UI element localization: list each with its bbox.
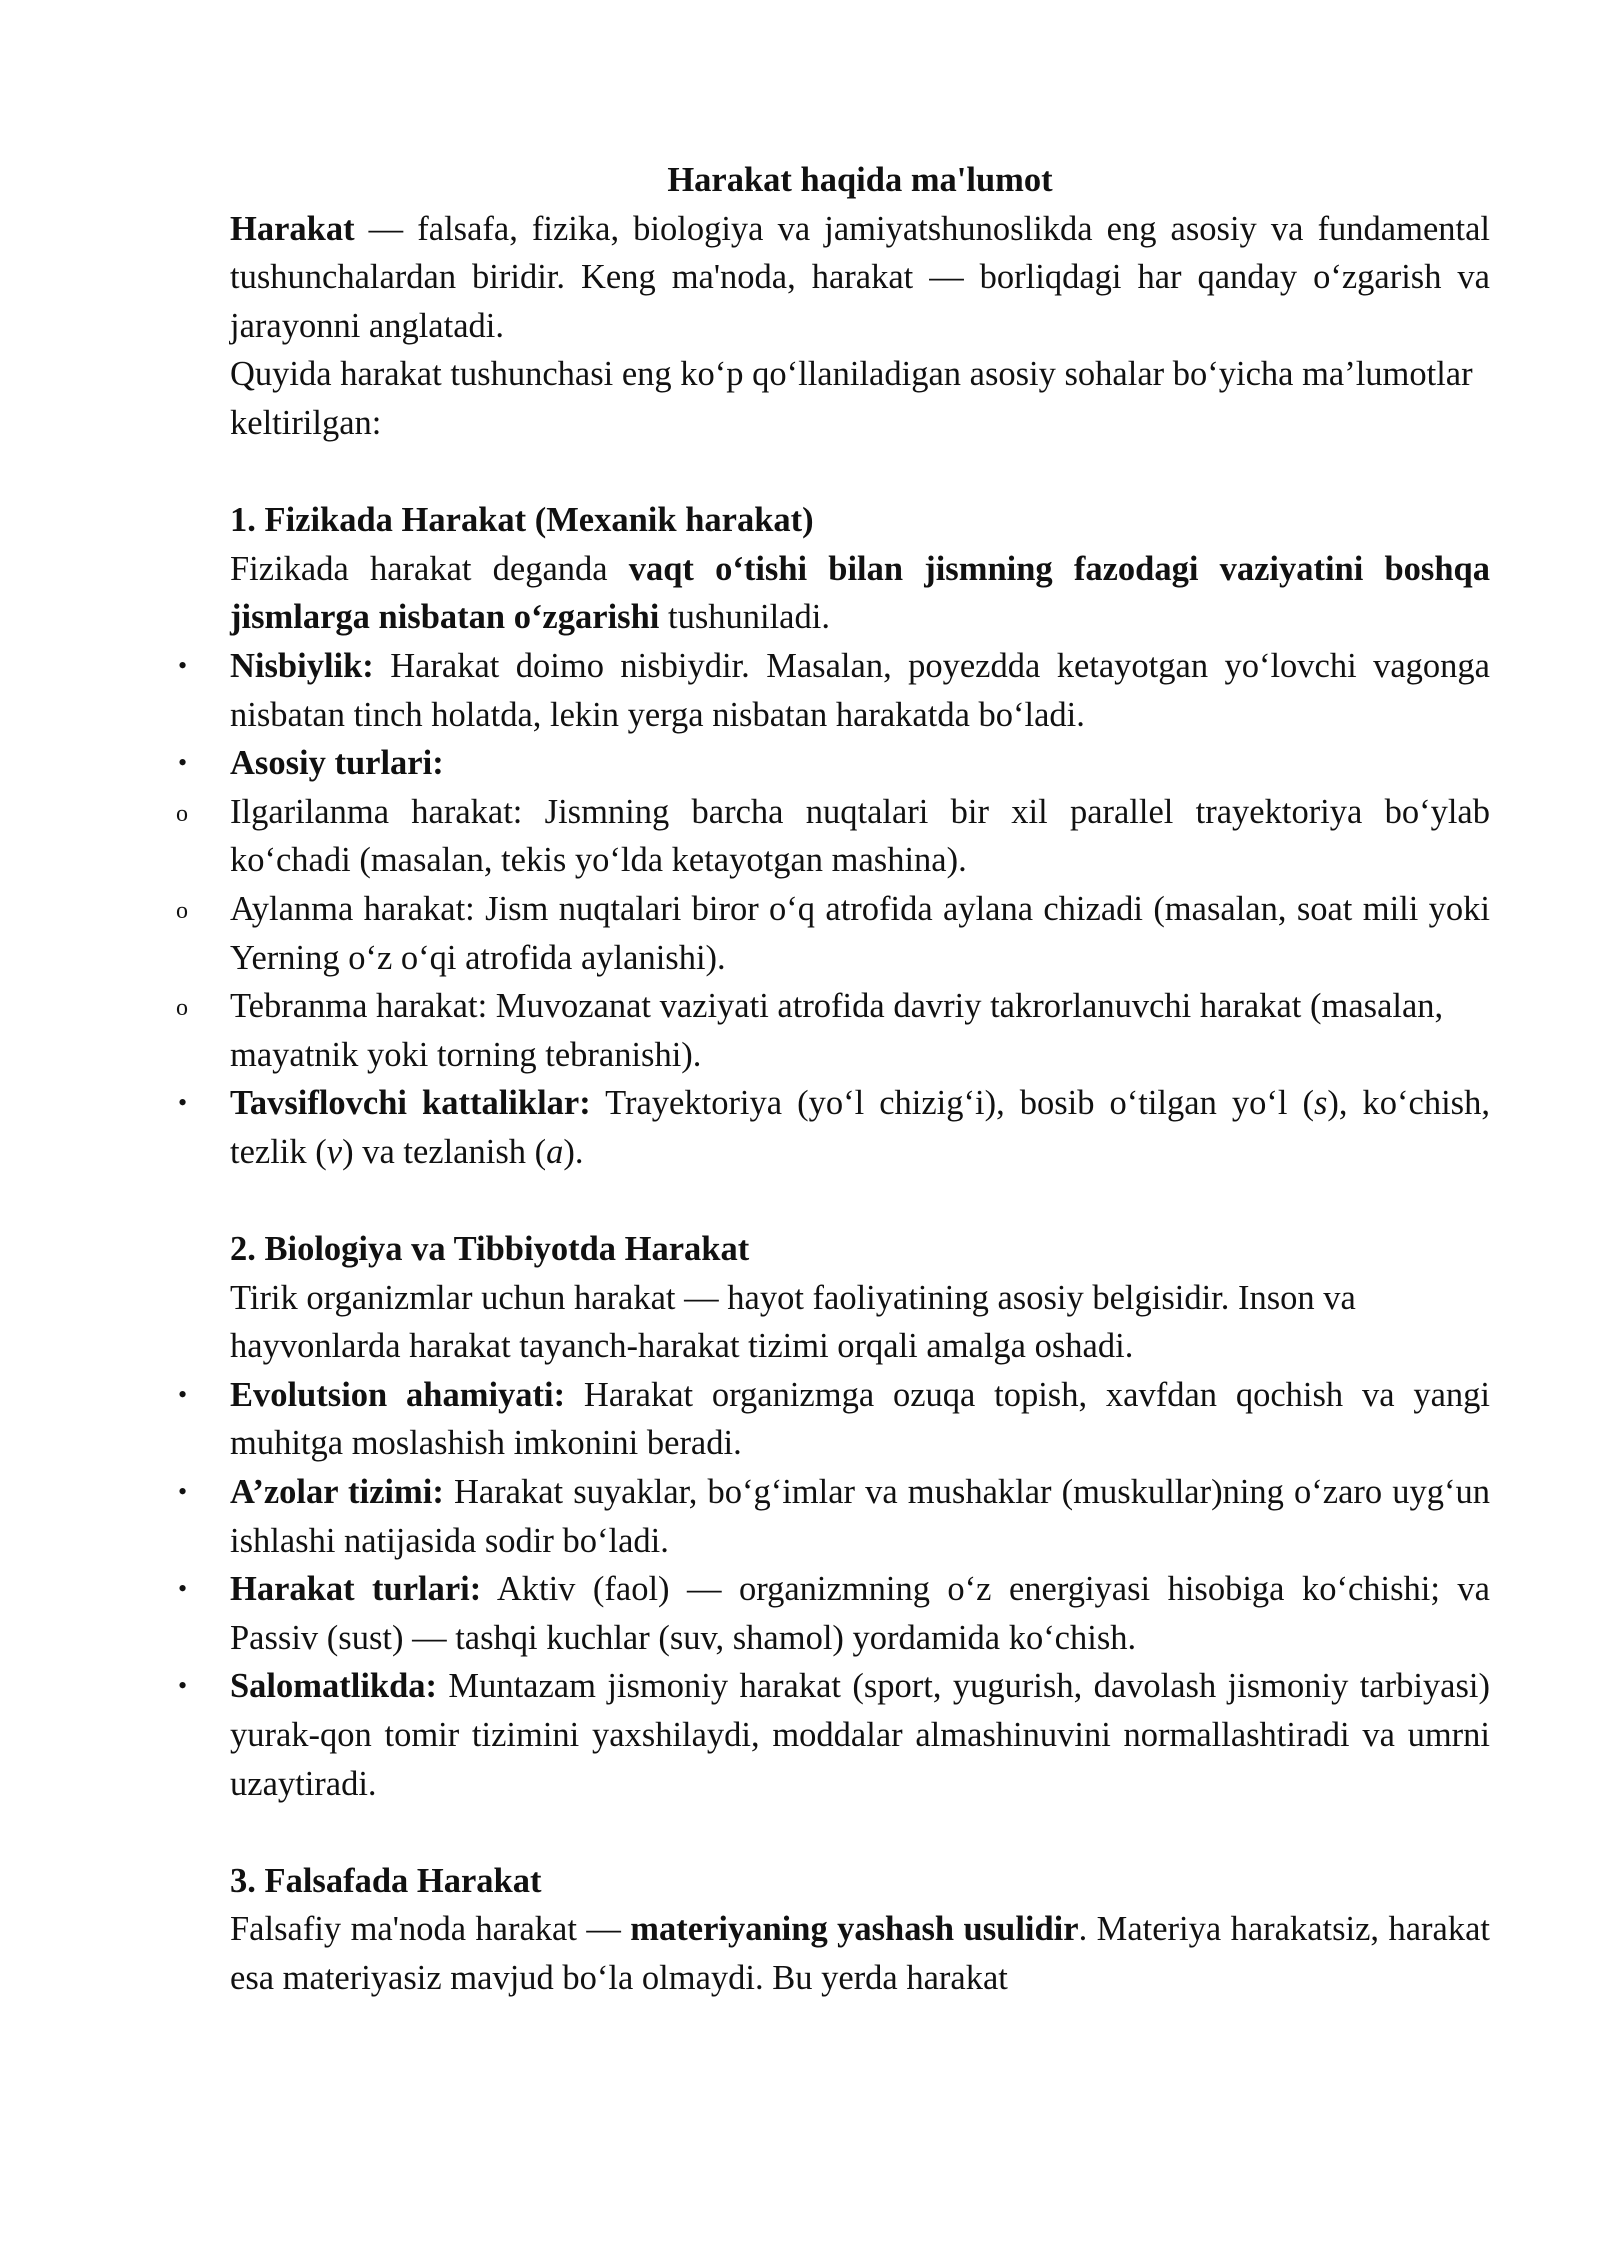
section3-para-bold: materiyaning yashash usulidir: [630, 1910, 1079, 1949]
symbol-v: v: [326, 1132, 343, 1171]
list-item-nisbiylik: [230, 642, 1490, 739]
list-item-turlari: [230, 739, 1490, 788]
item-text: ) va tezlanish (: [342, 1132, 547, 1171]
section2-heading: 2. Biologiya va Tibbiyotda Harakat: [230, 1230, 750, 1269]
section3-para-end: . Materiya harakatsiz, harakat esa materiyasiz mavjud boʻla olmaydi. Bu yerda harakat: [230, 1910, 1490, 1997]
document-page: [230, 156, 1490, 2003]
section1-para-bold: vaqt oʻtishi bilan jismning fazodagi vaziyatini boshqa jismlarga nisbatan oʻzgarishi: [230, 549, 1490, 637]
sub-list-item: o Tebranma harakat: Muvozanat vaziyati atrofida davriy takrorlanuvchi harakat (masalan, mayatnik yoki torning tebranishi).: [230, 982, 1490, 1079]
spacer: [230, 1808, 1490, 1857]
section2-list: [230, 1371, 1490, 1808]
intro-paragraph: [230, 205, 1490, 351]
list-item-kattaliklar: [230, 1079, 1490, 1176]
section3-paragraph: [230, 1905, 1490, 2002]
sub-list-item: o Aylanma harakat: Jism nuqtalari biror oʻq atrofida aylana chizadi (masalan, soat mili yoki Yerning oʻz oʻqi atrofida aylanishi).: [230, 885, 1490, 982]
sub-list-item: o Ilgarilanma harakat: Jismning barcha nuqtalari bir xil parallel trayektoriya boʻylab koʻchadi (masalan, tekis yoʻlda ketayotgan mashina).: [230, 788, 1490, 885]
item-label: Salomatlikda:: [230, 1667, 438, 1706]
spacer: [230, 1176, 1490, 1225]
symbol-a: a: [546, 1132, 564, 1171]
item-label: Harakat turlari:: [230, 1570, 482, 1609]
intro-note: Quyida harakat tushunchasi eng koʻp qoʻllaniladigan asosiy sohalar boʻyicha ma’lumotlar keltirilgan:: [230, 355, 1473, 442]
item-label: Asosiy turlari:: [230, 744, 444, 783]
item-label: Nisbiylik:: [230, 646, 374, 685]
list-item: [230, 1662, 1490, 1808]
item-label: Tavsiflovchi kattaliklar:: [230, 1084, 591, 1123]
item-text: ), koʻchish, tezlik (: [230, 1084, 1490, 1171]
section2-paragraph: Tirik organizmlar uchun harakat — hayot faoliyatining asosiy belgisidir. Inson va hayvonlarda harakat tayanch-harakat tizimi orqali amalga oshadi.: [230, 1278, 1356, 1366]
document-title: Harakat haqida ma'lumot: [667, 161, 1053, 199]
item-label: A’zolar tizimi:: [230, 1473, 444, 1512]
section1-paragraph: [230, 545, 1490, 642]
item-label: Evolutsion ahamiyati:: [230, 1375, 566, 1414]
section1-para-end: tushuniladi.: [659, 598, 830, 637]
item-text: Harakat suyaklar, boʻgʻimlar va mushaklar (muskullar)ning oʻzaro uygʻun ishlashi natijasida sodir boʻladi.: [230, 1473, 1491, 1560]
list-item: [230, 1371, 1490, 1468]
item-text: Trayektoriya (yoʻl chizigʻi), bosib oʻtilgan yoʻl (: [590, 1084, 1314, 1123]
item-text: Muntazam jismoniy harakat (sport, yugurish, davolash jismoniy tarbiyasi) yurak-qon tomir tizimini yaxshilaydi, moddalar almashinuvini normallashtiradi va umrni uzaytiradi.: [230, 1667, 1490, 1803]
item-text: Harakat doimo nisbiydir. Masalan, poyezdda ketayotgan yoʻlovchi vagonga nisbatan tinch holatda, lekin yerga nisbatan harakatda boʻladi.: [230, 646, 1490, 734]
section1-list: [230, 642, 1490, 1177]
section3-heading: 3. Falsafada Harakat: [230, 1861, 542, 1900]
item-text: Harakat organizmga ozuqa topish, xavfdan qochish va yangi muhitga moslashish imkonini beradi.: [230, 1375, 1490, 1463]
intro-definition: — falsafa, fizika, biologiya va jamiyatshunoslikda eng asosiy va fundamental tushunchalardan biridir. Keng ma'noda, harakat — borliqdagi har qanday oʻzgarish va jarayonni anglatadi.: [230, 209, 1490, 345]
list-item: [230, 1468, 1490, 1565]
section1-heading: 1. Fizikada Harakat (Mexanik harakat): [230, 501, 814, 540]
spacer: [230, 448, 1490, 497]
list-item: [230, 1565, 1490, 1662]
section3-para-start: Falsafiy ma'noda harakat —: [230, 1910, 631, 1949]
item-text: Aktiv (faol) — organizmning oʻz energiyasi hisobiga koʻchishi; va Passiv (sust) — tashqi kuchlar (suv, shamol) yordamida koʻchish.: [230, 1570, 1490, 1657]
intro-term: Harakat: [230, 209, 355, 248]
item-text: ).: [563, 1132, 584, 1171]
section1-para-start: Fizikada harakat deganda: [230, 549, 629, 588]
symbol-s: s: [1313, 1084, 1328, 1123]
